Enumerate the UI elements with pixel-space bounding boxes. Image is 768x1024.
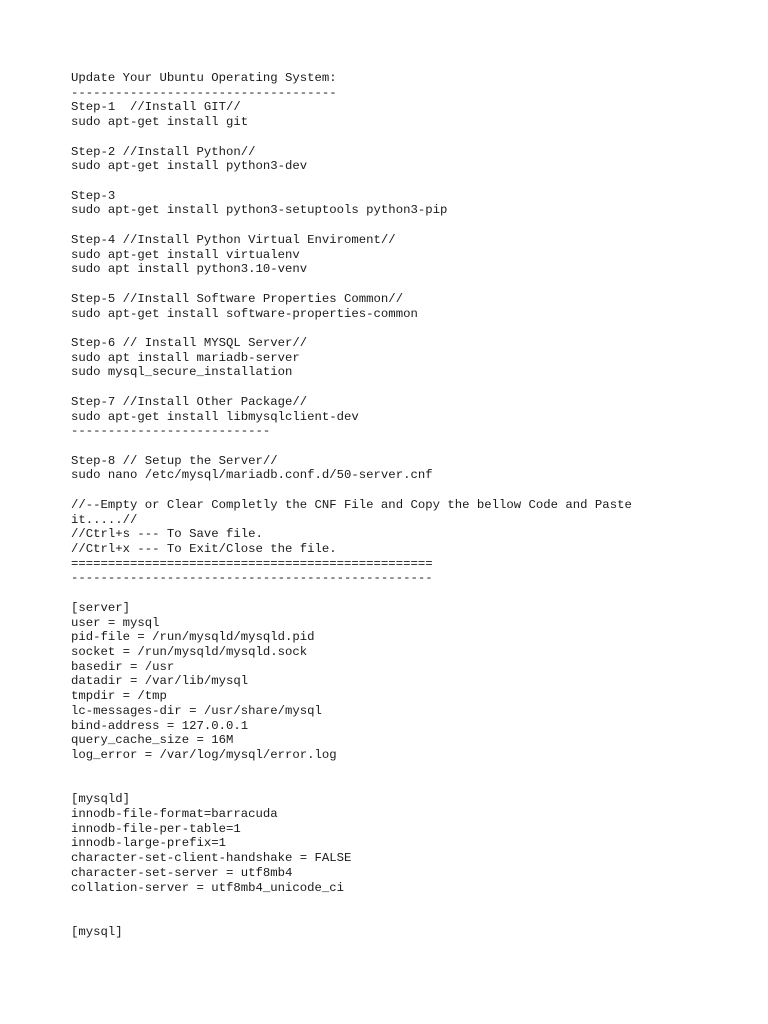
text-line: lc-messages-dir = /usr/share/mysql: [71, 703, 322, 718]
text-line: sudo apt install python3.10-venv: [71, 262, 308, 277]
text-line: sudo apt-get install python3-dev: [71, 159, 308, 174]
text-line: socket = /run/mysqld/mysqld.sock: [71, 645, 308, 660]
blank-line: [71, 439, 731, 454]
text-line: //Ctrl+s --- To Save file.: [71, 527, 263, 542]
text-line: Step-3: [71, 188, 116, 203]
blank-line: [71, 130, 731, 145]
text-line: tmpdir = /tmp: [71, 689, 167, 704]
blank-line: [71, 277, 731, 292]
text-line: sudo apt-get install software-properties-common: [71, 306, 418, 321]
text-line: user = mysql: [71, 615, 160, 630]
text-line: =================================================: [71, 556, 433, 571]
blank-line: [71, 910, 731, 925]
text-line: sudo nano /etc/mysql/mariadb.conf.d/50-server.cnf: [71, 468, 433, 483]
text-line: sudo apt-get install git: [71, 115, 249, 130]
text-line: sudo apt-get install libmysqlclient-dev: [71, 409, 359, 424]
text-line: [server]: [71, 600, 131, 615]
text-line: pid-file = /run/mysqld/mysqld.pid: [71, 630, 315, 645]
text-line: collation-server = utf8mb4_unicode_ci: [71, 880, 345, 895]
text-line: //Ctrl+x --- To Exit/Close the file.: [71, 542, 337, 556]
text-line: sudo apt-get install virtualenv: [71, 247, 300, 262]
text-line: Step-6 // Install MYSQL Server//: [71, 335, 308, 350]
blank-line: [71, 174, 731, 189]
text-line: [mysqld]: [71, 792, 131, 807]
text-line: -------------------------------------------------: [71, 571, 433, 586]
blank-line: [71, 218, 731, 233]
text-line: Step-4 //Install Python Virtual Enviroment//: [71, 232, 396, 247]
text-line: [mysql]: [71, 924, 123, 939]
text-line: Step-2 //Install Python//: [71, 144, 256, 159]
text-line: Step-5 //Install Software Properties Common//: [71, 291, 404, 306]
document-text: [71, 71, 731, 939]
blank-line: [71, 763, 731, 778]
text-line: log_error = /var/log/mysql/error.log: [71, 748, 337, 763]
blank-line: [71, 321, 731, 336]
text-line: ---------------------------: [71, 424, 271, 439]
text-line: sudo apt install mariadb-server: [71, 350, 300, 365]
text-line: sudo mysql_secure_installation: [71, 365, 293, 380]
blank-line: [71, 483, 731, 498]
text-line: Step-8 // Setup the Server//: [71, 453, 278, 468]
blank-line: [71, 380, 731, 395]
blank-line: [71, 895, 731, 910]
text-line: Step-1 //Install GIT//: [71, 100, 241, 115]
text-line: Step-7 //Install Other Package//: [71, 394, 308, 409]
text-line: query_cache_size = 16M: [71, 733, 234, 748]
blank-line: [71, 778, 731, 793]
text-line: innodb-file-per-table=1: [71, 821, 241, 836]
blank-line: [71, 586, 731, 601]
text-line: character-set-client-handshake = FALSE: [71, 851, 352, 866]
text-line: bind-address = 127.0.0.1: [71, 718, 249, 733]
text-line: sudo apt-get install python3-setuptools python3-pip: [71, 203, 448, 218]
text-line: innodb-file-format=barracuda: [71, 806, 278, 821]
text-line: basedir = /usr: [71, 659, 175, 674]
text-line: it.....//: [71, 512, 138, 527]
text-line: Update Your Ubuntu Operating System:: [71, 71, 337, 85]
text-line: character-set-server = utf8mb4: [71, 865, 293, 880]
text-line: ------------------------------------: [71, 85, 337, 100]
text-line: innodb-large-prefix=1: [71, 836, 226, 851]
text-line: datadir = /var/lib/mysql: [71, 674, 249, 689]
text-line: //--Empty or Clear Completly the CNF File and Copy the bellow Code and Paste: [71, 497, 632, 512]
